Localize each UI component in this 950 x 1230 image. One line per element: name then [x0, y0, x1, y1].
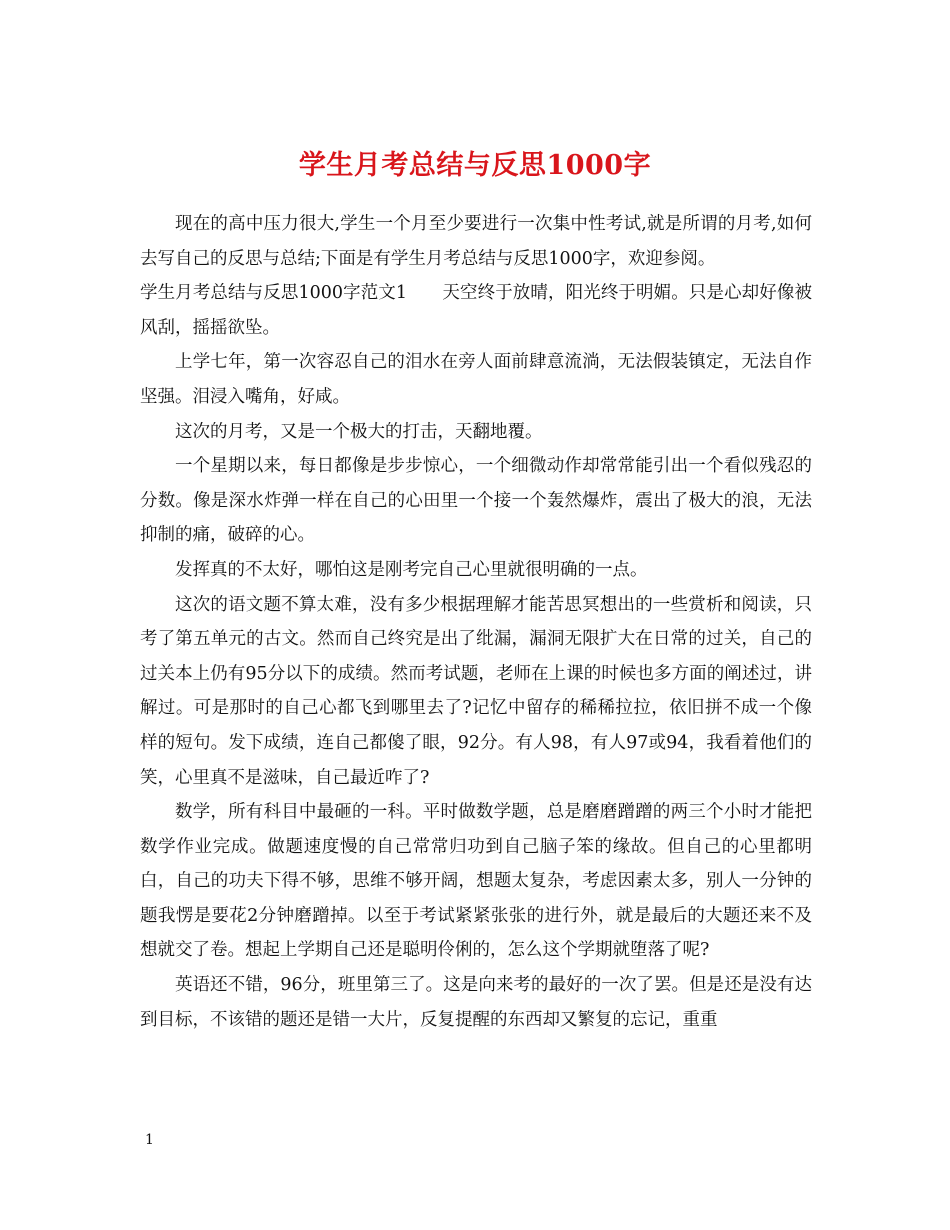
paragraph: 上学七年，第一次容忍自己的泪水在旁人面前肆意流淌，无法假装镇定，无法自作坚强。泪浸入嘴角，好咸。: [140, 352, 812, 407]
paragraph: 这次的月考，又是一个极大的打击，天翻地覆。: [175, 421, 543, 442]
paragraph: 发挥真的不太好，哪怕这是刚考完自己心里就很明确的一点。: [175, 559, 648, 580]
page-number: 1: [145, 1132, 154, 1148]
paragraph: 数学，所有科目中最砸的一科。平时做数学题，总是磨磨蹭蹭的两三个小时才能把数学作业完成。做题速度慢的自己常常归功到自己脑子笨的缘故。但自己的心里都明白，自己的功夫下得不够，思维不够开阔，想题太复杂，考虑因素太多，别人一分钟的题我愣是要花2分钟磨蹭掉。以至于考试紧紧张张的进行外，就是最后的大题还来不及想就交了卷。想起上学期自己还是聪明伶俐的，怎么这个学期就堕落了呢?: [140, 802, 812, 961]
document-body: [140, 207, 812, 1037]
paragraph: 学生月考总结与反思1000字范文1 天空终于放晴，阳光终于明媚。只是心却好像被风刮，摇摇欲坠。: [140, 283, 812, 338]
paragraph: 这次的语文题不算太难，没有多少根据理解才能苦思冥想出的一些赏析和阅读，只考了第五单元的古文。然而自己终究是出了纰漏，漏洞无限扩大在日常的过关，自己的过关本上仍有95分以下的成绩。然而考试题，老师在上课的时候也多方面的阐述过，讲解过。可是那时的自己心都飞到哪里去了?记忆中留存的稀稀拉拉，依旧拼不成一个像样的短句。发下成绩，连自己都傻了眼，92分。有人98，有人97或94，我看着他们的笑，心里真不是滋味，自己最近咋了?: [140, 594, 812, 788]
paragraph: 现在的高中压力很大,学生一个月至少要进行一次集中性考试,就是所谓的月考,如何去写自己的反思与总结;下面是有学生月考总结与反思1000字，欢迎参阅。: [140, 214, 812, 269]
document-title: 学生月考总结与反思1000字: [298, 150, 652, 182]
paragraph: 英语还不错，96分，班里第三了。这是向来考的最好的一次了罢。但是还是没有达到目标，不该错的题还是错一大片，反复提醒的东西却又繁复的忘记，重重: [140, 975, 812, 1030]
paragraph: 一个星期以来，每日都像是步步惊心，一个细微动作却常常能引出一个看似残忍的分数。像是深水炸弹一样在自己的心田里一个接一个轰然爆炸，震出了极大的浪，无法抑制的痛，破碎的心。: [140, 456, 812, 546]
